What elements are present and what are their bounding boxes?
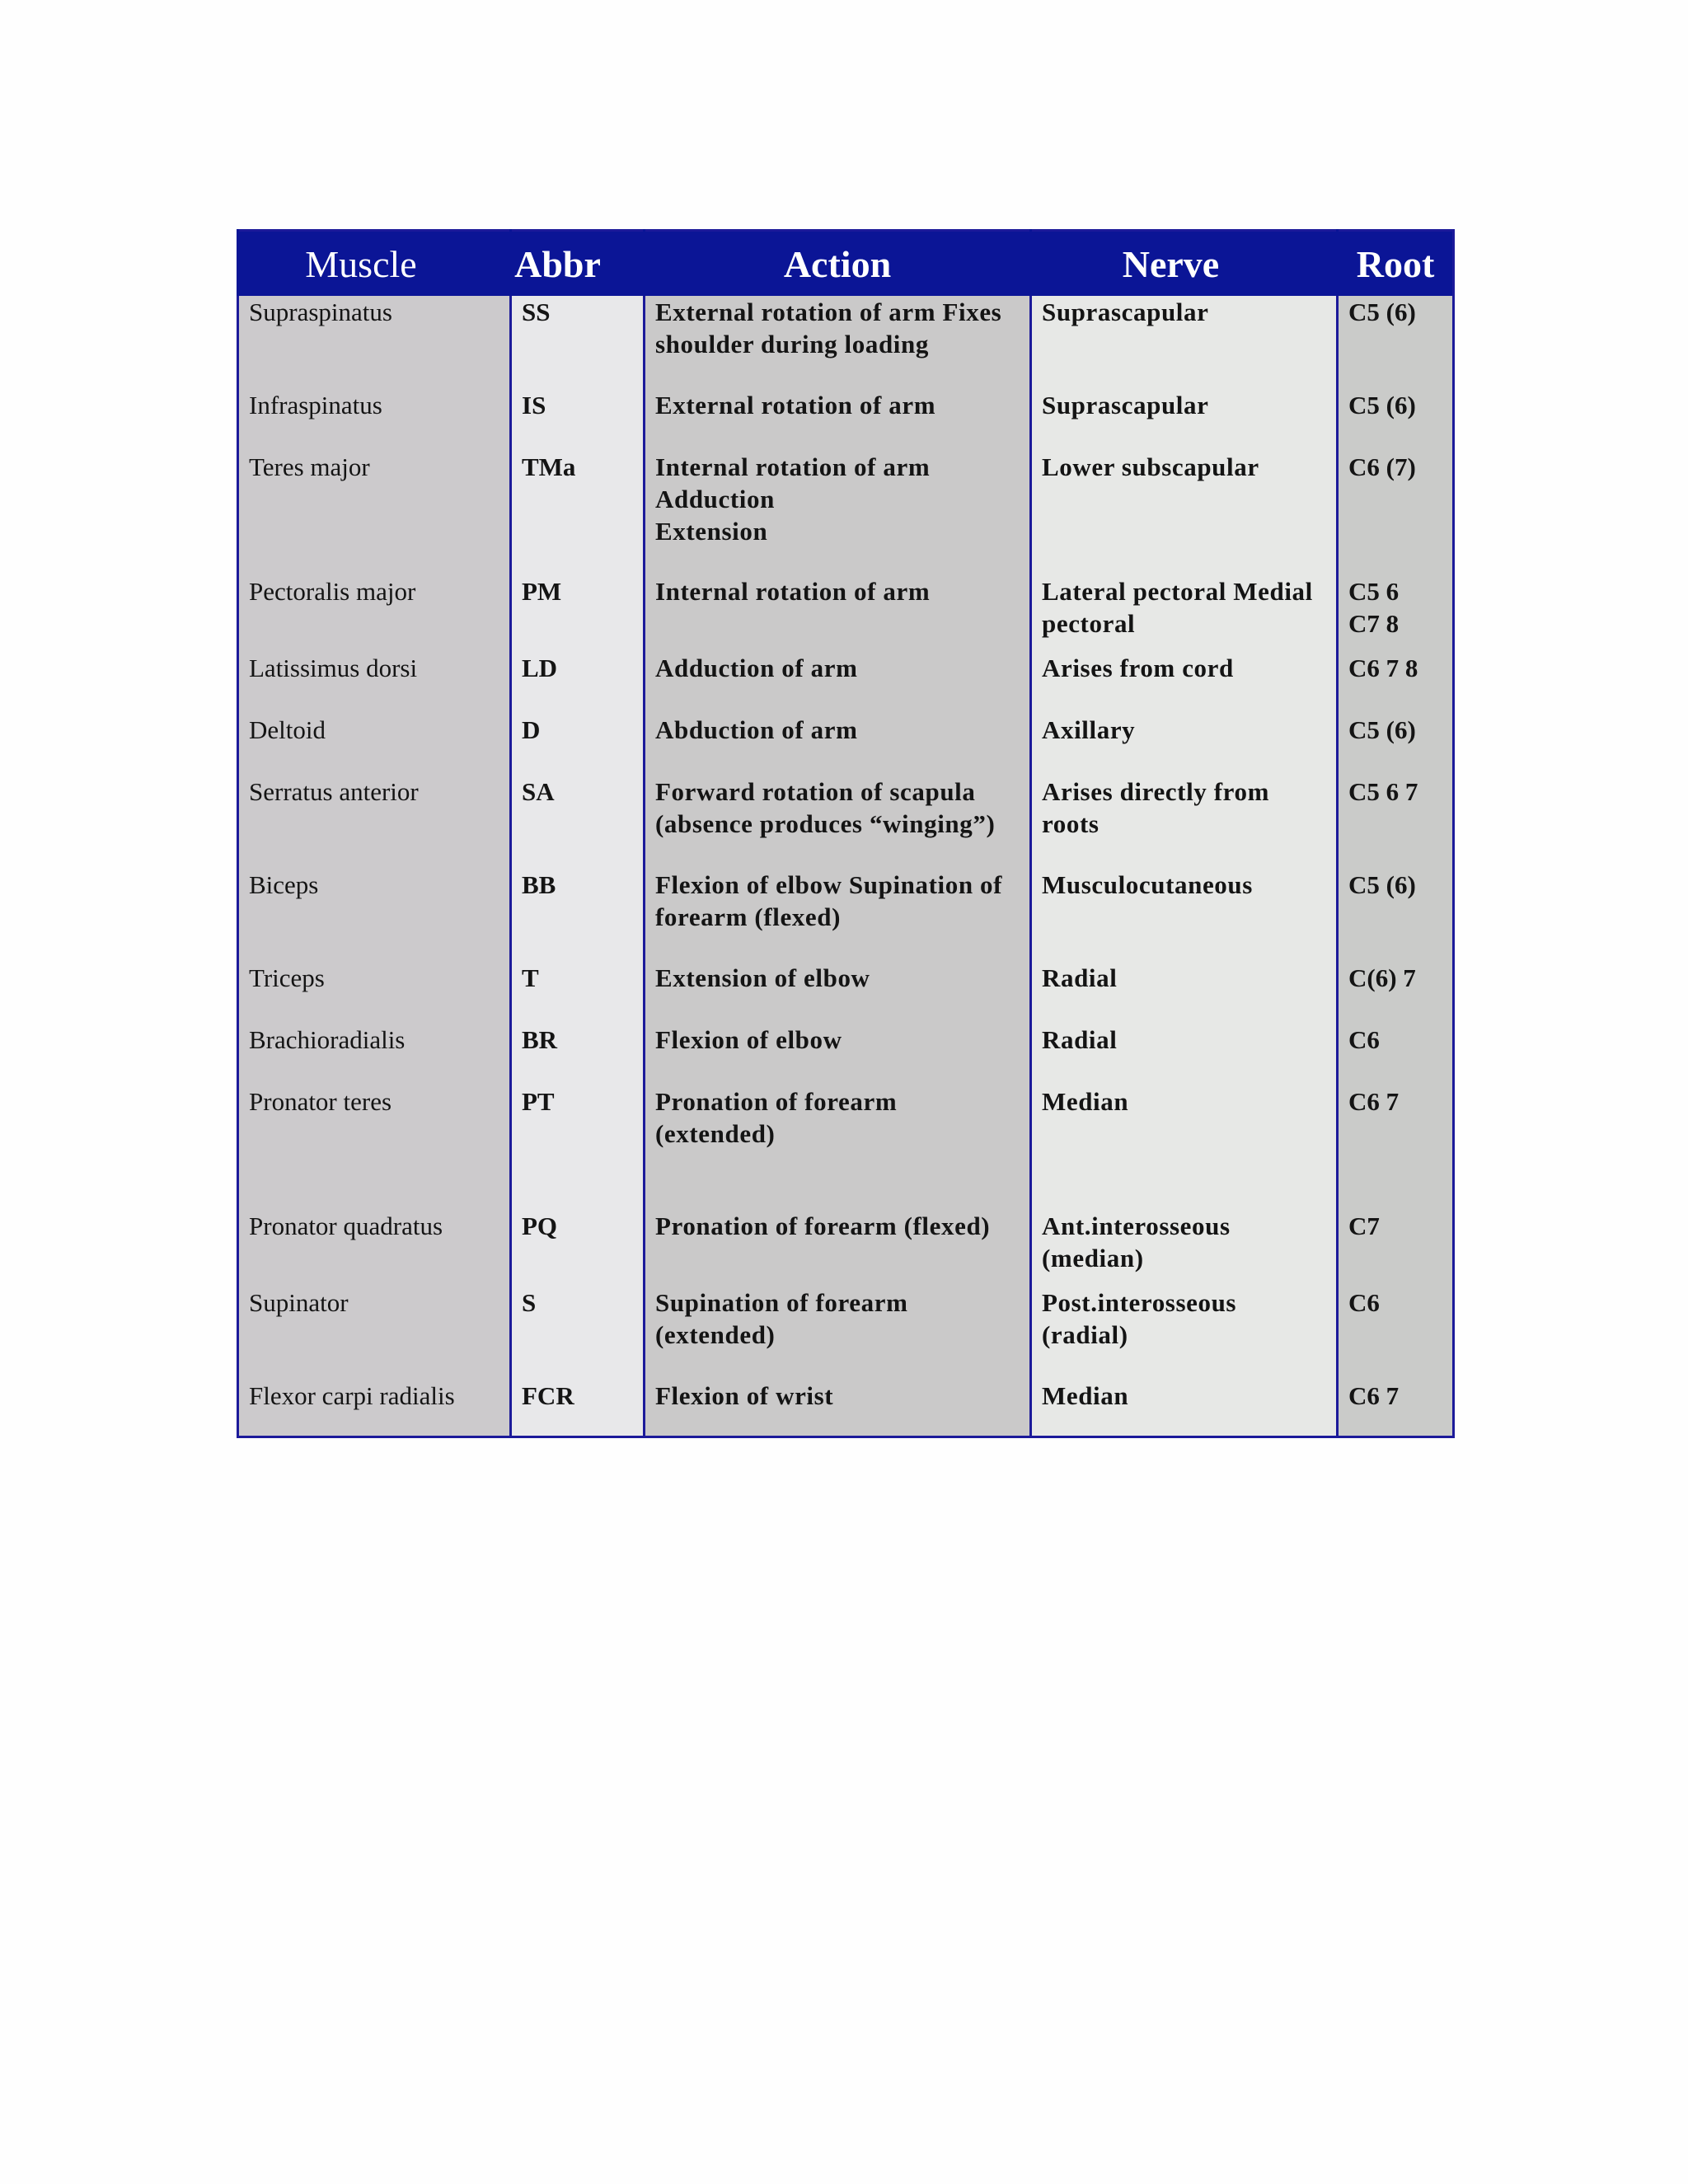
- cell-root-text: C5 (6): [1348, 298, 1416, 326]
- cell-action: [645, 640, 1031, 701]
- cell-abbr: [511, 1197, 645, 1274]
- cell-muscle: [238, 377, 511, 438]
- cell-root-text: C6 (7): [1348, 452, 1416, 481]
- cell-nerve-text: Musculocutaneous: [1042, 870, 1253, 899]
- cell-nerve-text: Radial: [1042, 1025, 1118, 1054]
- header-nerve: [1031, 231, 1338, 297]
- cell-muscle: [238, 563, 511, 640]
- cell-root: [1338, 763, 1454, 856]
- header-root-label: Root: [1356, 242, 1435, 285]
- table-row: [238, 1011, 1454, 1073]
- header-nerve-label: Nerve: [1122, 242, 1220, 285]
- cell-nerve-text: Arises from cord: [1042, 654, 1234, 682]
- cell-abbr-text: TMa: [522, 452, 576, 481]
- cell-abbr-text: IS: [522, 391, 546, 419]
- cell-action-text: Supination of forearm (extended): [655, 1288, 908, 1349]
- table-header: [238, 231, 1454, 297]
- cell-abbr-text: D: [522, 715, 541, 744]
- cell-action-text: Internal rotation of arm: [655, 577, 931, 606]
- cell-nerve-text: Arises directly from roots: [1042, 777, 1269, 838]
- cell-abbr-text: T: [522, 963, 539, 992]
- cell-nerve: [1031, 949, 1338, 1011]
- cell-muscle: [238, 1197, 511, 1274]
- cell-root: [1338, 296, 1454, 377]
- cell-root-text: C(6) 7: [1348, 963, 1416, 992]
- cell-action-text: External rotation of arm Fixes shoulder during loading: [655, 298, 1002, 359]
- cell-abbr: [511, 438, 645, 563]
- cell-nerve: [1031, 701, 1338, 763]
- cell-nerve-text: Ant.interosseous (median): [1042, 1212, 1231, 1272]
- cell-muscle-text: Brachioradialis: [249, 1025, 406, 1054]
- cell-abbr-text: FCR: [522, 1381, 574, 1410]
- cell-nerve-text: Lower subscapular: [1042, 452, 1259, 481]
- table-row: [238, 1274, 1454, 1367]
- cell-action-text: Flexion of elbow Supination of forearm (flexed): [655, 870, 1003, 931]
- cell-root-text: C6 7: [1348, 1381, 1400, 1410]
- cell-abbr: [511, 640, 645, 701]
- cell-action: [645, 296, 1031, 377]
- cell-muscle-text: Pronator quadratus: [249, 1212, 443, 1240]
- cell-root: [1338, 1274, 1454, 1367]
- cell-abbr-text: SS: [522, 298, 551, 326]
- cell-root-text: C7: [1348, 1212, 1380, 1240]
- cell-muscle-text: Supraspinatus: [249, 298, 392, 326]
- table-row: [238, 1197, 1454, 1274]
- cell-root: [1338, 1197, 1454, 1274]
- cell-action-text: Flexion of wrist: [655, 1381, 834, 1410]
- cell-action: [645, 949, 1031, 1011]
- cell-root: [1338, 701, 1454, 763]
- cell-nerve-text: Suprascapular: [1042, 298, 1209, 326]
- cell-root-text: C6 7: [1348, 1087, 1400, 1116]
- cell-action: [645, 856, 1031, 949]
- cell-abbr: [511, 377, 645, 438]
- cell-nerve: [1031, 296, 1338, 377]
- cell-muscle: [238, 1011, 511, 1073]
- cell-root: [1338, 1073, 1454, 1197]
- cell-nerve-text: Axillary: [1042, 715, 1136, 744]
- cell-muscle-text: Teres major: [249, 452, 370, 481]
- cell-abbr: [511, 701, 645, 763]
- header-abbr-label: Abbr: [514, 242, 601, 285]
- cell-action-text: Forward rotation of scapula (absence produces “winging”): [655, 777, 996, 838]
- cell-abbr: [511, 1073, 645, 1197]
- cell-root: [1338, 949, 1454, 1011]
- cell-action: [645, 1274, 1031, 1367]
- cell-action-text: Pronation of forearm (flexed): [655, 1212, 991, 1240]
- cell-muscle-text: Triceps: [249, 963, 325, 992]
- cell-muscle: [238, 1274, 511, 1367]
- cell-abbr: [511, 1367, 645, 1437]
- cell-muscle: [238, 296, 511, 377]
- cell-abbr: [511, 949, 645, 1011]
- cell-muscle-text: Pectoralis major: [249, 577, 416, 606]
- cell-muscle: [238, 1073, 511, 1197]
- header-muscle-label: Muscle: [305, 242, 417, 285]
- cell-abbr-text: PQ: [522, 1212, 558, 1240]
- cell-nerve: [1031, 438, 1338, 563]
- cell-abbr: [511, 1274, 645, 1367]
- cell-root: [1338, 1011, 1454, 1073]
- cell-action-text: External rotation of arm: [655, 391, 936, 419]
- cell-root: [1338, 640, 1454, 701]
- table-body: [238, 296, 1454, 1437]
- cell-abbr: [511, 563, 645, 640]
- cell-nerve: [1031, 563, 1338, 640]
- cell-abbr: [511, 763, 645, 856]
- cell-muscle-text: Infraspinatus: [249, 391, 382, 419]
- cell-nerve: [1031, 856, 1338, 949]
- cell-muscle-text: Supinator: [249, 1288, 349, 1317]
- cell-action-text: Internal rotation of arm Adduction Extension: [655, 452, 931, 546]
- cell-root-text: C6: [1348, 1025, 1380, 1054]
- table-row: [238, 1367, 1454, 1437]
- header-action-label: Action: [783, 242, 892, 285]
- cell-muscle: [238, 949, 511, 1011]
- cell-root: [1338, 1367, 1454, 1437]
- cell-nerve: [1031, 1197, 1338, 1274]
- table-row: [238, 701, 1454, 763]
- cell-abbr: [511, 1011, 645, 1073]
- cell-abbr: [511, 856, 645, 949]
- cell-action-text: Flexion of elbow: [655, 1025, 842, 1054]
- cell-root-text: C5 (6): [1348, 391, 1416, 419]
- cell-nerve-text: Radial: [1042, 963, 1118, 992]
- cell-nerve: [1031, 1274, 1338, 1367]
- header-action: [645, 231, 1031, 297]
- cell-muscle-text: Flexor carpi radialis: [249, 1381, 455, 1410]
- cell-muscle-text: Serratus anterior: [249, 777, 419, 806]
- cell-action: [645, 438, 1031, 563]
- cell-muscle: [238, 438, 511, 563]
- cell-nerve-text: Lateral pectoral Medial pectoral: [1042, 577, 1313, 638]
- cell-action-text: Adduction of arm: [655, 654, 858, 682]
- header-muscle: [238, 231, 511, 297]
- cell-muscle: [238, 640, 511, 701]
- cell-root-text: C5 6 C7 8: [1348, 577, 1400, 638]
- cell-action: [645, 377, 1031, 438]
- table-row: [238, 296, 1454, 377]
- cell-root: [1338, 856, 1454, 949]
- cell-abbr: [511, 296, 645, 377]
- cell-root-text: C5 (6): [1348, 870, 1416, 899]
- cell-nerve: [1031, 640, 1338, 701]
- cell-root: [1338, 563, 1454, 640]
- cell-nerve: [1031, 763, 1338, 856]
- cell-root-text: C5 6 7: [1348, 777, 1418, 806]
- cell-action: [645, 1073, 1031, 1197]
- cell-action-text: Abduction of arm: [655, 715, 858, 744]
- cell-abbr-text: LD: [522, 654, 558, 682]
- cell-abbr-text: BB: [522, 870, 556, 899]
- cell-action: [645, 563, 1031, 640]
- cell-action-text: Extension of elbow: [655, 963, 870, 992]
- cell-action-text: Pronation of forearm (extended): [655, 1087, 898, 1148]
- cell-action: [645, 701, 1031, 763]
- cell-root-text: C6 7 8: [1348, 654, 1418, 682]
- table-row: [238, 438, 1454, 563]
- cell-root: [1338, 438, 1454, 563]
- cell-action: [645, 763, 1031, 856]
- table-row: [238, 1073, 1454, 1197]
- cell-abbr-text: SA: [522, 777, 555, 806]
- header-abbr: [511, 231, 645, 297]
- cell-muscle: [238, 701, 511, 763]
- cell-action: [645, 1011, 1031, 1073]
- cell-abbr-text: S: [522, 1288, 537, 1317]
- cell-nerve-text: Suprascapular: [1042, 391, 1209, 419]
- cell-abbr-text: PM: [522, 577, 562, 606]
- cell-nerve-text: Median: [1042, 1381, 1129, 1410]
- cell-abbr-text: PT: [522, 1087, 555, 1116]
- cell-nerve-text: Median: [1042, 1087, 1129, 1116]
- cell-nerve: [1031, 1011, 1338, 1073]
- cell-root-text: C5 (6): [1348, 715, 1416, 744]
- cell-muscle-text: Pronator teres: [249, 1087, 392, 1116]
- table-row: [238, 377, 1454, 438]
- cell-action: [645, 1197, 1031, 1274]
- cell-muscle-text: Biceps: [249, 870, 319, 899]
- cell-muscle: [238, 856, 511, 949]
- table-row: [238, 640, 1454, 701]
- header-row: [238, 231, 1454, 297]
- cell-nerve: [1031, 377, 1338, 438]
- cell-nerve: [1031, 1367, 1338, 1437]
- cell-muscle: [238, 763, 511, 856]
- header-root: [1338, 231, 1454, 297]
- cell-nerve-text: Post.interosseous (radial): [1042, 1288, 1237, 1349]
- cell-muscle-text: Latissimus dorsi: [249, 654, 418, 682]
- cell-abbr-text: BR: [522, 1025, 558, 1054]
- muscle-nerve-table: [237, 229, 1455, 1438]
- cell-nerve: [1031, 1073, 1338, 1197]
- table-row: [238, 949, 1454, 1011]
- cell-muscle: [238, 1367, 511, 1437]
- cell-root: [1338, 377, 1454, 438]
- cell-muscle-text: Deltoid: [249, 715, 326, 744]
- table-row: [238, 763, 1454, 856]
- cell-root-text: C6: [1348, 1288, 1380, 1317]
- cell-action: [645, 1367, 1031, 1437]
- table-row: [238, 856, 1454, 949]
- table-row: [238, 563, 1454, 640]
